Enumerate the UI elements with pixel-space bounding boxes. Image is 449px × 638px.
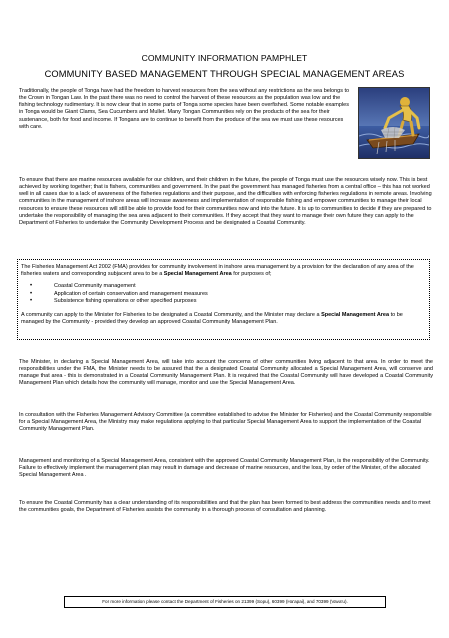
apply-text-start: A community can apply to the Minister for Fisheries to be designated a Coastal Community, and the Minister may declare a (21, 312, 322, 318)
contact-footer: For more information please contact the Department of Fisheries on 21399 (Sopu), 60399 (Ha'apai), and 70399 (Vava'u). (64, 596, 386, 608)
fma-info-box (17, 259, 430, 340)
paragraph-marine-resources: To ensure that there are marine resources available for our children, and their children in the future, the people of Tonga must use the resources wisely now. This is best achieved by working together; that is fishers, communities and government. In the past the government has managed fisheries from a central office – this has not worked well in all cases due to a lack of awareness of the fisheries regulations and their purpose, and the difficulties with enforcing fisheries regulations in remote areas. Involving communities in the management of inshore areas will increase awareness and implementation of responsible fishing and empower communities to manage their local resources to ensure these resources will still be able to provide food for their communities now and into the future. It is up to communities to decide if they are prepared to undertake the responsibility of managing the sea area adjacent to their communities. If they accept that they want to manage their own future they can apply to the Department of Fisheries to undertake the Community Development Process and be designated a Coastal Community. (19, 177, 432, 226)
pamphlet-title-line1: COMMUNITY INFORMATION PAMPHLET (141, 53, 308, 63)
list-item: • Subsistence fishing operations or other specified purposes (30, 298, 208, 306)
intro-paragraph: Traditionally, the people of Tonga have had the freedom to harvest resources from the sea without any restrictions as the sea belongs to the Crown in Tongan Law. In the past there was no need to control the harvest of these resources as the population was low and the fishing technology rudimentary. It is now clear that in some parts of Tonga some species have been overfished. Some notable examples in Tonga would be Giant Clams, Sea Cucumbers and Mullet. Many Tongan Communities rely on the products of the sea for their sustenance, both for food and income. If Tongans are to continue to benefit from the produce of the sea we must use these resources with care. (19, 88, 350, 130)
paragraph-ensure: To ensure the Coastal Community has a clear understanding of its responsibilities and that the plan has been formed to best address the communities needs and to meet the communities goals, the Department of Fisheries assists the community in a thorough process of consultation and planning. (19, 500, 431, 514)
list-item: • Application of certain conservation and management measures (30, 291, 208, 299)
apply-paragraph (21, 312, 425, 326)
apply-text-end: to be managed by the Community - provided they develop an approved Coastal Community Management Plan. (21, 312, 403, 326)
fma-text-start: The Fisheries Management Act 2002 (FMA) provides for community involvement in inshore area management by a provision for the declaration of any area of the fisheries waters and corresponding subjacent area to be a (21, 264, 414, 278)
purpose-list (30, 283, 208, 306)
paragraph-minister: The Minister, in declaring a Special Management Area, will take into account the concerns of other communities living adjacent to that area. In order to meet the responsibilities under the FMA, the Minister needs to be assured that the a designated Coastal Community allocated a Special Management Area, will conserve and manage that area - this is demonstrated in a Coastal Community Management Plan. It is required that the Coastal Community will have developed a Coastal Community Management Plan which details how the community will manage, monitor and use the Special Management Area. (19, 359, 433, 387)
list-item: • Coastal Community management (30, 283, 208, 291)
fma-bold-term: Special Management Area (163, 271, 232, 278)
fma-paragraph (21, 264, 425, 278)
fisherman-in-boat-icon (358, 87, 430, 159)
paragraph-consultation: In consultation with the Fisheries Management Advisory Committee (a committee established to advise the Minister for Fisheries) and the Coastal Community responsible for a Special Management Area, the Ministry may make regulations applying to that particular Special Management Area to support the implementation of the Coastal Community Management Plan. (19, 412, 432, 433)
fma-text-end: for purposes of; (231, 271, 272, 278)
paragraph-management: Management and monitoring of a Special Management Area, consistent with the approved Coastal Community Management Plan, is the responsibility of the Community. Failure to effectively implement the management plan may result in damage and decrease of marine resources, and the loss, by order of the Minister, of the allocated Special Management Area . (19, 458, 430, 479)
pamphlet-title-line2: COMMUNITY BASED MANAGEMENT THROUGH SPECIAL MANAGEMENT AREAS (44, 69, 405, 79)
apply-bold-term: Special Management Area (321, 312, 390, 318)
